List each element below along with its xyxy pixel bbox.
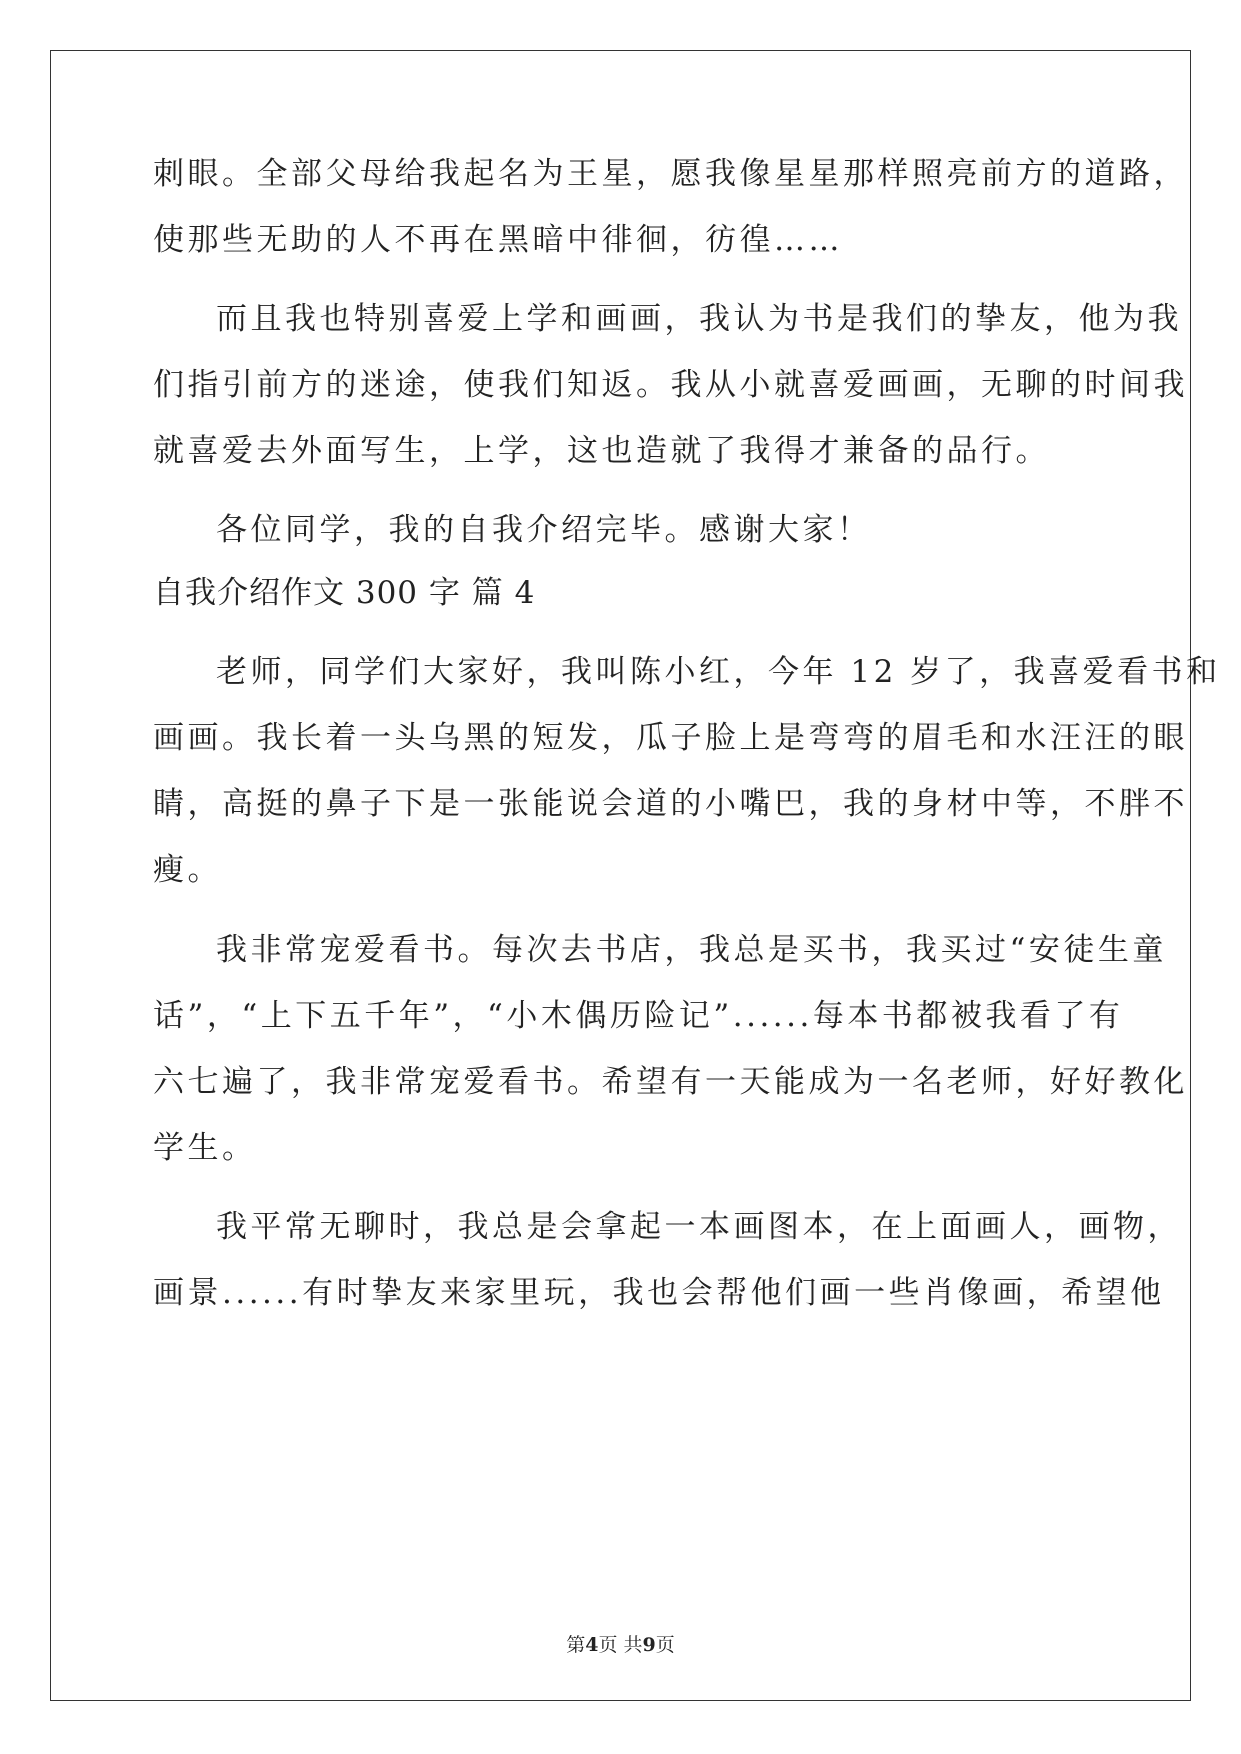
body-text-line: 们指引前方的迷途，使我们知返。我从小就喜爱画画，无聊的时间我 [153, 367, 1188, 403]
body-text-line: 画景......有时挚友来家里玩，我也会帮他们画一些肖像画，希望他 [153, 1275, 1165, 1311]
total-pages-number: 9 [642, 1634, 656, 1656]
paragraph-start-line: 老师，同学们大家好，我叫陈小红，今年 12 岁了，我喜爱看书和 [216, 654, 1221, 690]
body-text-line: 学生。 [153, 1130, 257, 1166]
body-text-line: 刺眼。全部父母给我起名为王星，愿我像星星那样照亮前方的道路， [153, 156, 1188, 192]
body-text-line: 六七遍了，我非常宠爱看书。希望有一天能成为一名老师，好好教化 [153, 1064, 1188, 1100]
footer-middle: 页 共 [598, 1634, 643, 1656]
paragraph-start-line: 我非常宠爱看书。每次去书店，我总是买书，我买过“安徒生童 [216, 932, 1167, 968]
body-text-line: 睛，高挺的鼻子下是一张能说会道的小嘴巴，我的身材中等，不胖不 [153, 786, 1188, 822]
paragraph-start-line: 各位同学，我的自我介绍完毕。感谢大家！ [216, 512, 872, 548]
footer-prefix: 第 [566, 1634, 586, 1656]
current-page-number: 4 [585, 1634, 599, 1656]
body-text-line: 瘦。 [153, 852, 222, 888]
body-text-line: 话”，“上下五千年”，“小木偶历险记”......每本书都被我看了有 [153, 998, 1124, 1034]
body-text-line: 使那些无助的人不再在黑暗中徘徊，彷徨…… [153, 222, 843, 258]
body-text-line: 画画。我长着一头乌黑的短发，瓜子脸上是弯弯的眉毛和水汪汪的眼 [153, 720, 1188, 756]
paragraph-start-line: 而且我也特别喜爱上学和画画，我认为书是我们的挚友，他为我 [216, 301, 1182, 337]
section-heading: 自我介绍作文 300 字 篇 4 [153, 575, 536, 611]
body-text-line: 就喜爱去外面写生，上学，这也造就了我得才兼备的品行。 [153, 433, 1050, 469]
footer-suffix: 页 [655, 1634, 675, 1656]
paragraph-start-line: 我平常无聊时，我总是会拿起一本画图本，在上面画人，画物， [216, 1209, 1182, 1245]
page-footer [0, 1630, 1241, 1657]
